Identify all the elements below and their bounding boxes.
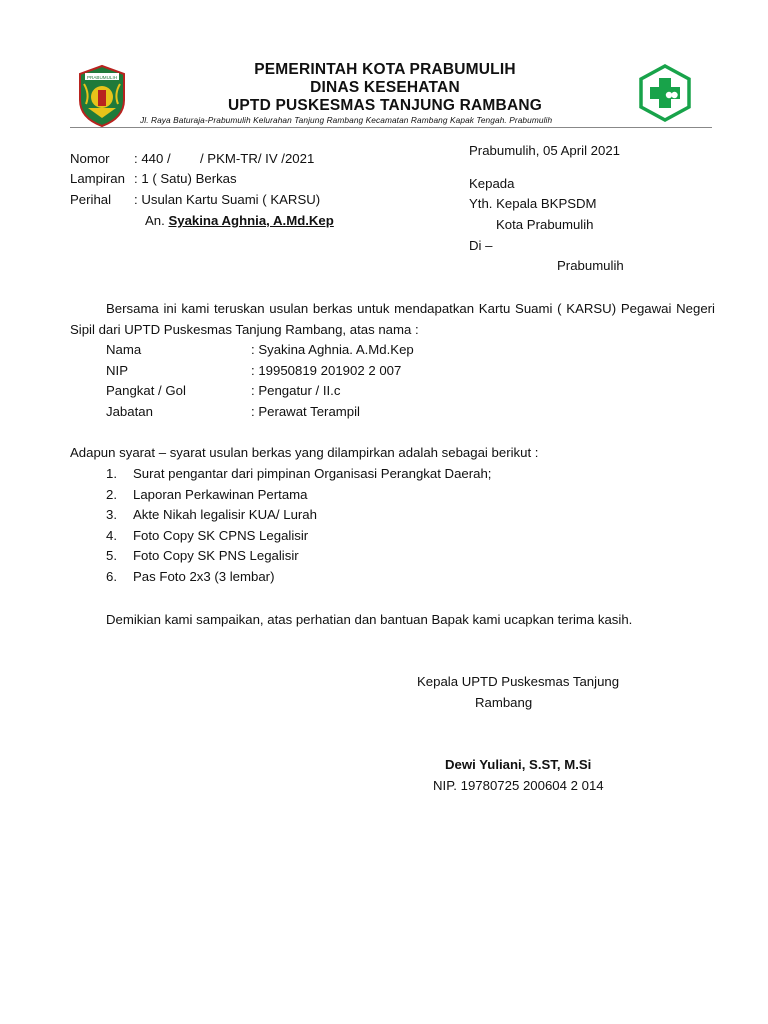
- employee-field-value: : Perawat Terampil: [251, 403, 360, 419]
- on-behalf-prefix: An.: [145, 213, 165, 228]
- employee-field-value: : Syakina Aghnia. A.Md.Kep: [251, 342, 414, 357]
- requirement-number: 5.: [106, 548, 117, 564]
- perihal-label: Perihal: [70, 192, 112, 207]
- requirement-number: 2.: [106, 486, 117, 502]
- requirement-number: 6.: [106, 569, 117, 584]
- recipient-kepada: Kepada: [469, 176, 515, 191]
- requirement-item: Foto Copy SK CPNS Legalisir: [133, 527, 309, 543]
- employee-field-label: Pangkat / Gol: [106, 383, 186, 398]
- requirement-number: 1.: [106, 466, 117, 481]
- intro-paragraph: Bersama ini kami teruskan usulan berkas untuk mendapatkan Kartu Suami ( KARSU) Pegawai Negeri Sipil dari UPTD Puskesmas Tanjung Rambang, atas nama :: [70, 301, 715, 337]
- signatory-name: Dewi Yuliani, S.ST, M.Si: [445, 757, 592, 772]
- letterhead-address: Jl. Raya Baturaja-Prabumulih Kelurahan Tanjung Rambang Kecamatan Rambang Kapak Tengah. Prabumulih: [140, 115, 553, 125]
- health-cross-logo: [636, 64, 694, 122]
- requirement-item: Foto Copy SK PNS Legalisir: [133, 548, 299, 564]
- nomor-value: : 440 / / PKM-TR/ IV /2021: [134, 151, 315, 166]
- requirement-number: 3.: [106, 507, 117, 523]
- letterhead-government: PEMERINTAH KOTA PRABUMULIH: [254, 61, 516, 78]
- on-behalf-name: Syakina Aghnia, A.Md.Kep: [168, 213, 334, 228]
- requirement-item: Pas Foto 2x3 (3 lembar): [133, 569, 275, 584]
- employee-field-label: Jabatan: [106, 403, 153, 419]
- signatory-title-line2: Rambang: [475, 695, 533, 710]
- requirement-number: 4.: [106, 527, 117, 543]
- requirement-item: Akte Nikah legalisir KUA/ Lurah: [133, 507, 317, 523]
- employee-field-value: : 19950819 201902 2 007: [251, 362, 402, 378]
- place-date: Prabumulih, 05 April 2021: [469, 143, 621, 158]
- employee-field-label: Nama: [106, 342, 142, 357]
- perihal-value: : Usulan Kartu Suami ( KARSU): [134, 192, 321, 207]
- on-behalf-of: [145, 213, 334, 228]
- signatory-nip: NIP. 19780725 200604 2 014: [433, 778, 604, 793]
- requirement-item: Surat pengantar dari pimpinan Organisasi Perangkat Daerah;: [133, 466, 492, 481]
- employee-field-label: NIP: [106, 362, 128, 378]
- employee-field-value: : Pengatur / II.c: [251, 383, 341, 398]
- recipient-city: Prabumulih: [557, 258, 624, 273]
- letterhead-divider: [70, 127, 712, 128]
- svg-text:PRABUMULIH: PRABUMULIH: [86, 75, 118, 80]
- nomor-label: Nomor: [70, 151, 110, 166]
- requirement-item: Laporan Perkawinan Pertama: [133, 486, 308, 502]
- city-emblem-logo: [76, 64, 128, 128]
- letterhead-department: DINAS KESEHATAN: [310, 79, 460, 96]
- lampiran-label: Lampiran: [70, 171, 125, 186]
- recipient-di: Di –: [469, 238, 493, 253]
- closing-paragraph: Demikian kami sampaikan, atas perhatian dan bantuan Bapak kami ucapkan terima kasih.: [106, 612, 633, 627]
- requirements-intro: Adapun syarat – syarat usulan berkas yang dilampirkan adalah sebagai berikut :: [70, 445, 539, 460]
- letterhead-institution: UPTD PUSKESMAS TANJUNG RAMBANG: [227, 97, 542, 114]
- signatory-title-line1: Kepala UPTD Puskesmas Tanjung: [417, 674, 620, 689]
- recipient-yth: Yth. Kepala BKPSDM: [469, 196, 597, 211]
- recipient-kota: Kota Prabumulih: [496, 217, 594, 232]
- lampiran-value: : 1 ( Satu) Berkas: [134, 171, 237, 186]
